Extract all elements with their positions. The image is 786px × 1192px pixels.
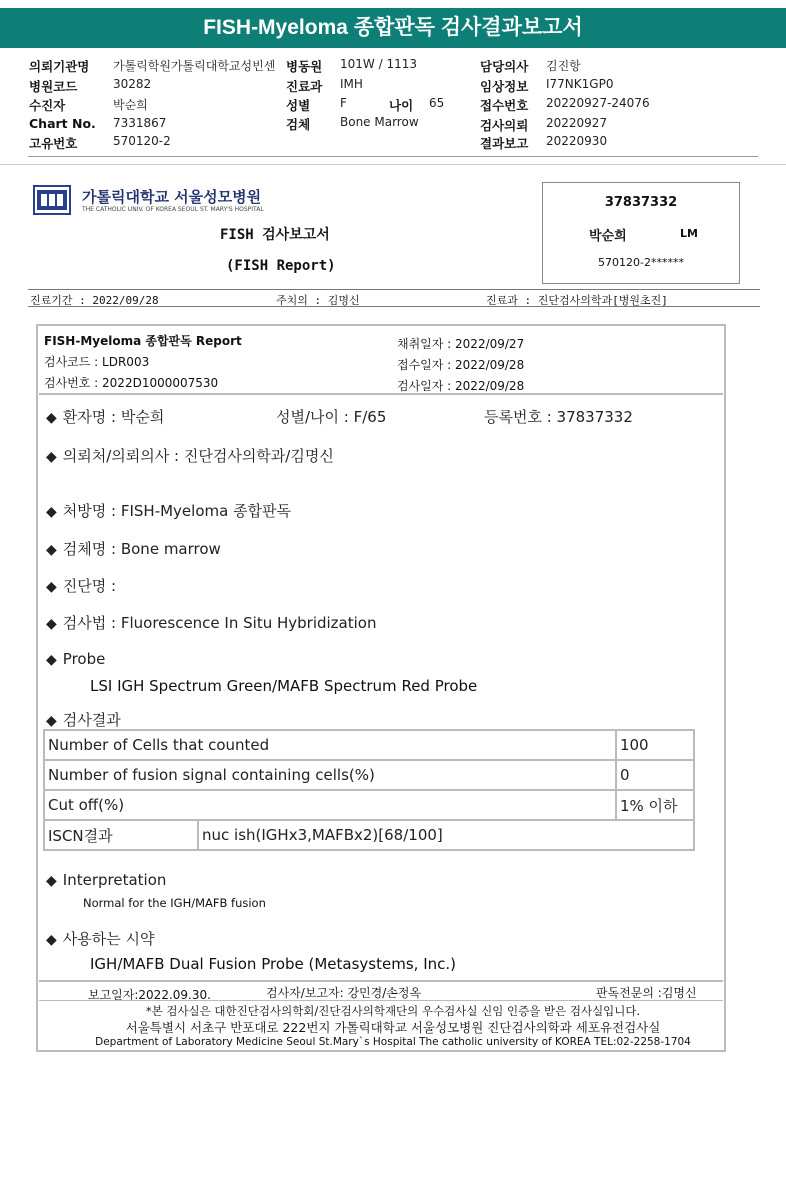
hdr-label-request-date: 검사의뢰	[480, 118, 529, 133]
specimen-row	[46, 538, 221, 559]
footer-specialist: 판독전문의 :김명신	[596, 986, 697, 1000]
result-label: 검사결과	[62, 711, 121, 729]
hospital-name-en: THE CATHOLIC UNIV. OF KOREA SEOUL ST. MARY'S HOSPITAL	[82, 206, 264, 213]
table-row	[44, 760, 694, 790]
period-doctor: 주치의 : 김명신	[276, 294, 360, 307]
hdr-label-receipt-no: 접수번호	[480, 98, 529, 113]
hdr-value-ward: 101W / 1113	[340, 57, 417, 71]
hdr-value-report-date: 20220930	[546, 134, 608, 148]
hdr-label-ward: 병동원	[286, 59, 323, 74]
hdr-value-institution: 가톨릭학원가톨릭대학교성빈센	[113, 59, 276, 73]
iscn-label: ISCN결과	[44, 820, 198, 850]
registration-no: 등록번호 : 37837332	[484, 408, 633, 426]
probe-description: LSI IGH Spectrum Green/MAFB Spectrum Red Probe	[90, 677, 478, 695]
hdr-label-hospital-code: 병원코드	[29, 79, 78, 94]
diagnosis: 진단명 :	[62, 577, 117, 595]
hdr-value-age: 65	[429, 96, 445, 110]
hdr-label-chart-no: Chart No.	[29, 116, 96, 131]
hdr-label-age: 나이	[389, 98, 414, 113]
collect-date: 채취일자 : 2022/09/27	[397, 337, 525, 351]
footer-divider	[39, 980, 723, 982]
method: 검사법 : Fluorescence In Situ Hybridization	[62, 614, 377, 632]
hdr-value-department: IMH	[340, 77, 363, 91]
result-name: Number of fusion signal containing cells(%)	[44, 760, 616, 790]
footer-report-date: 보고일자:2022.09.30.	[88, 988, 211, 1002]
fish-report-subtitle: (FISH Report)	[226, 258, 336, 274]
result-value: 1% 이하	[616, 790, 694, 820]
interpretation-row	[46, 871, 166, 889]
reagent-text: IGH/MAFB Dual Fusion Probe (Metasystems, Inc.)	[90, 955, 456, 973]
hdr-label-patient: 수진자	[29, 98, 66, 113]
hdr-value-clinical-info: I77NK1GP0	[546, 77, 614, 91]
hdr-value-specimen: Bone Marrow	[340, 115, 419, 129]
hdr-value-patient: 박순희	[113, 98, 148, 112]
test-code: 검사코드 : LDR003	[44, 355, 150, 369]
hdr-label-clinical-info: 임상정보	[480, 79, 529, 94]
interpretation-label: Interpretation	[62, 871, 167, 889]
footer-department-en: Department of Laboratory Medicine Seoul St.Mary`s Hospital The catholic university of KOREA TEL:02-2258-1704	[95, 1036, 691, 1048]
test-date: 검사일자 : 2022/09/28	[397, 379, 525, 393]
hdr-value-chart-no: 7331867	[113, 116, 167, 130]
sex-age: 성별/나이 : F/65	[276, 408, 387, 426]
hdr-value-unique-no: 570120-2	[113, 134, 171, 148]
hdr-label-doctor: 담당의사	[480, 59, 529, 74]
iscn-value: nuc ish(IGHx3,MAFBx2)[68/100]	[198, 820, 694, 850]
period-duration: 진료기간 : 2022/09/28	[30, 294, 159, 307]
reagent-row	[46, 928, 155, 949]
interpretation-text: Normal for the IGH/MAFB fusion	[83, 896, 266, 910]
hdr-label-institution: 의뢰기관명	[29, 59, 90, 74]
bullet-icon: ◆	[46, 873, 57, 889]
hdr-label-sex: 성별	[286, 98, 311, 113]
patient-row	[46, 406, 164, 427]
fish-report-title: FISH 검사보고서	[220, 227, 330, 243]
probe-label: Probe	[62, 650, 106, 668]
bullet-icon: ◆	[46, 579, 57, 595]
hospital-name: 가톨릭대학교 서울성모병원	[82, 188, 262, 206]
result-name: Cut off(%)	[44, 790, 616, 820]
referrer-row	[46, 445, 334, 466]
result-value: 0	[616, 760, 694, 790]
method-row	[46, 612, 376, 633]
result-value: 100	[616, 730, 694, 760]
table-row	[44, 820, 694, 850]
hdr-label-specimen: 검체	[286, 117, 311, 132]
specimen: 검체명 : Bone marrow	[62, 540, 221, 558]
result-table	[43, 729, 695, 851]
bullet-icon: ◆	[46, 932, 57, 948]
report-title: FISH-Myeloma 종합판독 검사결과보고서	[203, 16, 583, 39]
hdr-label-unique-no: 고유번호	[29, 136, 78, 151]
table-row	[44, 730, 694, 760]
hdr-value-sex: F	[340, 96, 347, 110]
bullet-icon: ◆	[46, 504, 57, 520]
reagent-label: 사용하는 시약	[62, 930, 155, 948]
id-code: LM	[680, 227, 698, 240]
footer-certification: *본 검사실은 대한진단검사의학회/진단검사의학재단의 우수검사실 신임 인증을 받은 검사실입니다.	[145, 1004, 641, 1018]
bullet-icon: ◆	[46, 410, 57, 426]
result-row	[46, 709, 121, 730]
bullet-icon: ◆	[46, 616, 57, 632]
header-divider-2	[0, 164, 786, 165]
bullet-icon: ◆	[46, 542, 57, 558]
patient-name: 환자명 : 박순희	[62, 408, 165, 426]
hdr-value-receipt-no: 20220927-24076	[546, 96, 650, 110]
header-divider	[28, 156, 758, 157]
hdr-label-report-date: 결과보고	[480, 136, 529, 151]
footer-reporter: 검사자/보고자: 강민경/손정옥	[266, 986, 422, 1000]
hdr-value-doctor: 김진항	[546, 59, 581, 73]
hdr-value-request-date: 20220927	[546, 116, 608, 130]
hdr-value-hospital-code: 30282	[113, 77, 152, 91]
id-patient-name: 박순희	[589, 229, 627, 244]
report-heading: FISH-Myeloma 종합판독 Report	[44, 334, 242, 348]
footer-divider-2	[39, 1000, 723, 1001]
bullet-icon: ◆	[46, 713, 57, 729]
test-number: 검사번호 : 2022D1000007530	[44, 376, 219, 390]
id-rrn: 570120-2******	[598, 256, 684, 269]
footer-address: 서울특별시 서초구 반포대로 222번지 가톨릭대학교 서울성모병원 진단검사의학과 세포유전검사실	[125, 1020, 661, 1035]
prescription-row	[46, 500, 291, 521]
result-name: Number of Cells that counted	[44, 730, 616, 760]
bullet-icon: ◆	[46, 449, 57, 465]
table-row	[44, 790, 694, 820]
diagnosis-row	[46, 575, 116, 596]
hospital-logo-icon	[33, 185, 71, 215]
id-reg-number: 37837332	[604, 195, 678, 210]
referrer: 의뢰처/의뢰의사 : 진단검사의학과/김명신	[62, 447, 334, 465]
prescription: 처방명 : FISH-Myeloma 종합판독	[62, 502, 292, 520]
report-title-bar	[0, 8, 786, 48]
probe-row	[46, 650, 105, 668]
bullet-icon: ◆	[46, 652, 57, 668]
receive-date: 접수일자 : 2022/09/28	[397, 358, 525, 372]
hdr-label-department: 진료과	[286, 79, 323, 94]
period-dept: 진료과 : 진단검사의학과[병원초진]	[486, 294, 668, 307]
patient-id-card	[542, 182, 740, 284]
